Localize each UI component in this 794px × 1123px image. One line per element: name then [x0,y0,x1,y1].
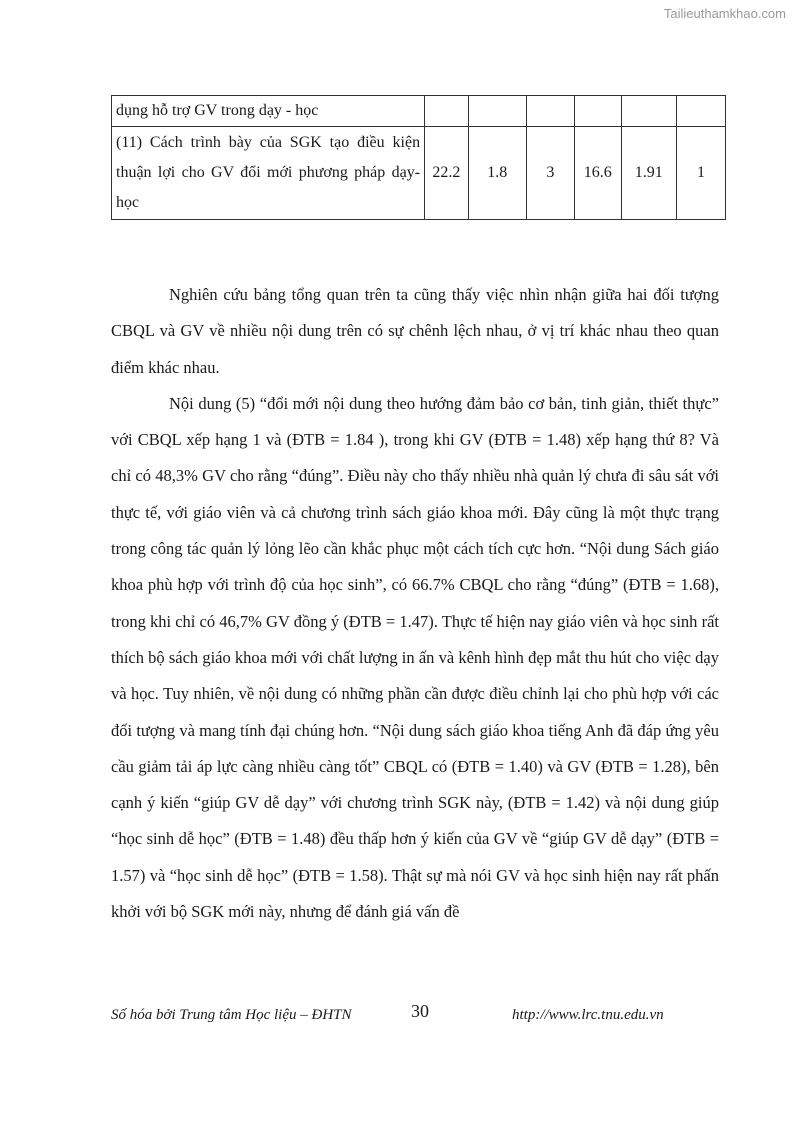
survey-table [111,95,726,220]
page-number: 30 [411,1001,429,1021]
table-cell [574,96,621,127]
footer-url: http://www.lrc.tnu.edu.vn [512,1007,664,1023]
table-cell: 1.91 [621,127,676,220]
table-cell [621,96,676,127]
table-row [112,127,726,220]
table-cell: 3 [526,127,574,220]
table-cell: 1.8 [468,127,526,220]
table-cell-label: (11) Cách trình bày của SGK tạo điều kiện thuận lợi cho GV đổi mới phương pháp dạy-học [112,127,425,220]
body-text [111,277,719,930]
footer-source: Số hóa bởi Trung tâm Học liệu – ĐHTN [111,1007,352,1023]
paragraph: Nghiên cứu bảng tổng quan trên ta cũng thấy việc nhìn nhận giữa hai đối tượng CBQL và GV về nhiều nội dung trên có sự chênh lệch nhau, ở vị trí khác nhau theo quan điểm khác nhau. [111,285,719,377]
table-cell: 1 [676,127,725,220]
table-cell-label: dụng hỗ trợ GV trong dạy - học [112,96,425,127]
paragraph: Nội dung (5) “đổi mới nội dung theo hướng đảm bảo cơ bản, tinh giản, thiết thực” với CBQL xếp hạng 1 và (ĐTB = 1.84 ), trong khi GV (ĐTB = 1.48) xếp hạng thứ 8? Và chỉ có 48,3% GV cho rằng “đúng”. Điều này cho thấy nhiều nhà quản lý chưa đi sâu sát với thực tế, với giáo viên và cả chương trình sách giáo khoa mới. Đây cũng là một thực trạng trong công tác quản lý lỏng lẽo cần khắc phục một cách tích cực hơn. “Nội dung Sách giáo khoa phù hợp với trình độ của học sinh”, có 66.7% CBQL cho rằng “đúng” (ĐTB = 1.68), trong khi chỉ có 46,7% GV đồng ý (ĐTB = 1.47). Thực tế hiện nay giáo viên và học sinh rất thích bộ sách giáo khoa mới với chất lượng in ấn và kênh hình đẹp mắt thu hút cho việc dạy và học. Tuy nhiên, về nội dung có những phần cần được điều chỉnh lại cho phù hợp với các đối tượng và mang tính đại chúng hơn. “Nội dung sách giáo khoa tiếng Anh đã đáp ứng yêu cầu giảm tải áp lực càng nhiều càng tốt” CBQL có (ĐTB = 1.40) và GV (ĐTB = 1.28), bên cạnh ý kiến “giúp GV dễ dạy” với chương trình SGK này, (ĐTB = 1.42) và nội dung giúp “học sinh dễ học” (ĐTB = 1.48) đều thấp hơn ý kiến của GV về “giúp GV dễ dạy” (ĐTB = 1.57) và “học sinh dễ học” (ĐTB = 1.58). Thật sự mà nói GV và học sinh hiện nay rất phấn khởi với bộ SGK mới này, nhưng để đánh giá vấn đề [111,393,719,922]
watermark: Tailieuthamkhao.com [663,6,786,21]
table-cell [526,96,574,127]
table-cell [676,96,725,127]
table-cell [468,96,526,127]
table-cell: 16.6 [574,127,621,220]
table-cell: 22.2 [425,127,469,220]
table-row [112,96,726,127]
page-footer [111,1003,719,1027]
table-cell [425,96,469,127]
